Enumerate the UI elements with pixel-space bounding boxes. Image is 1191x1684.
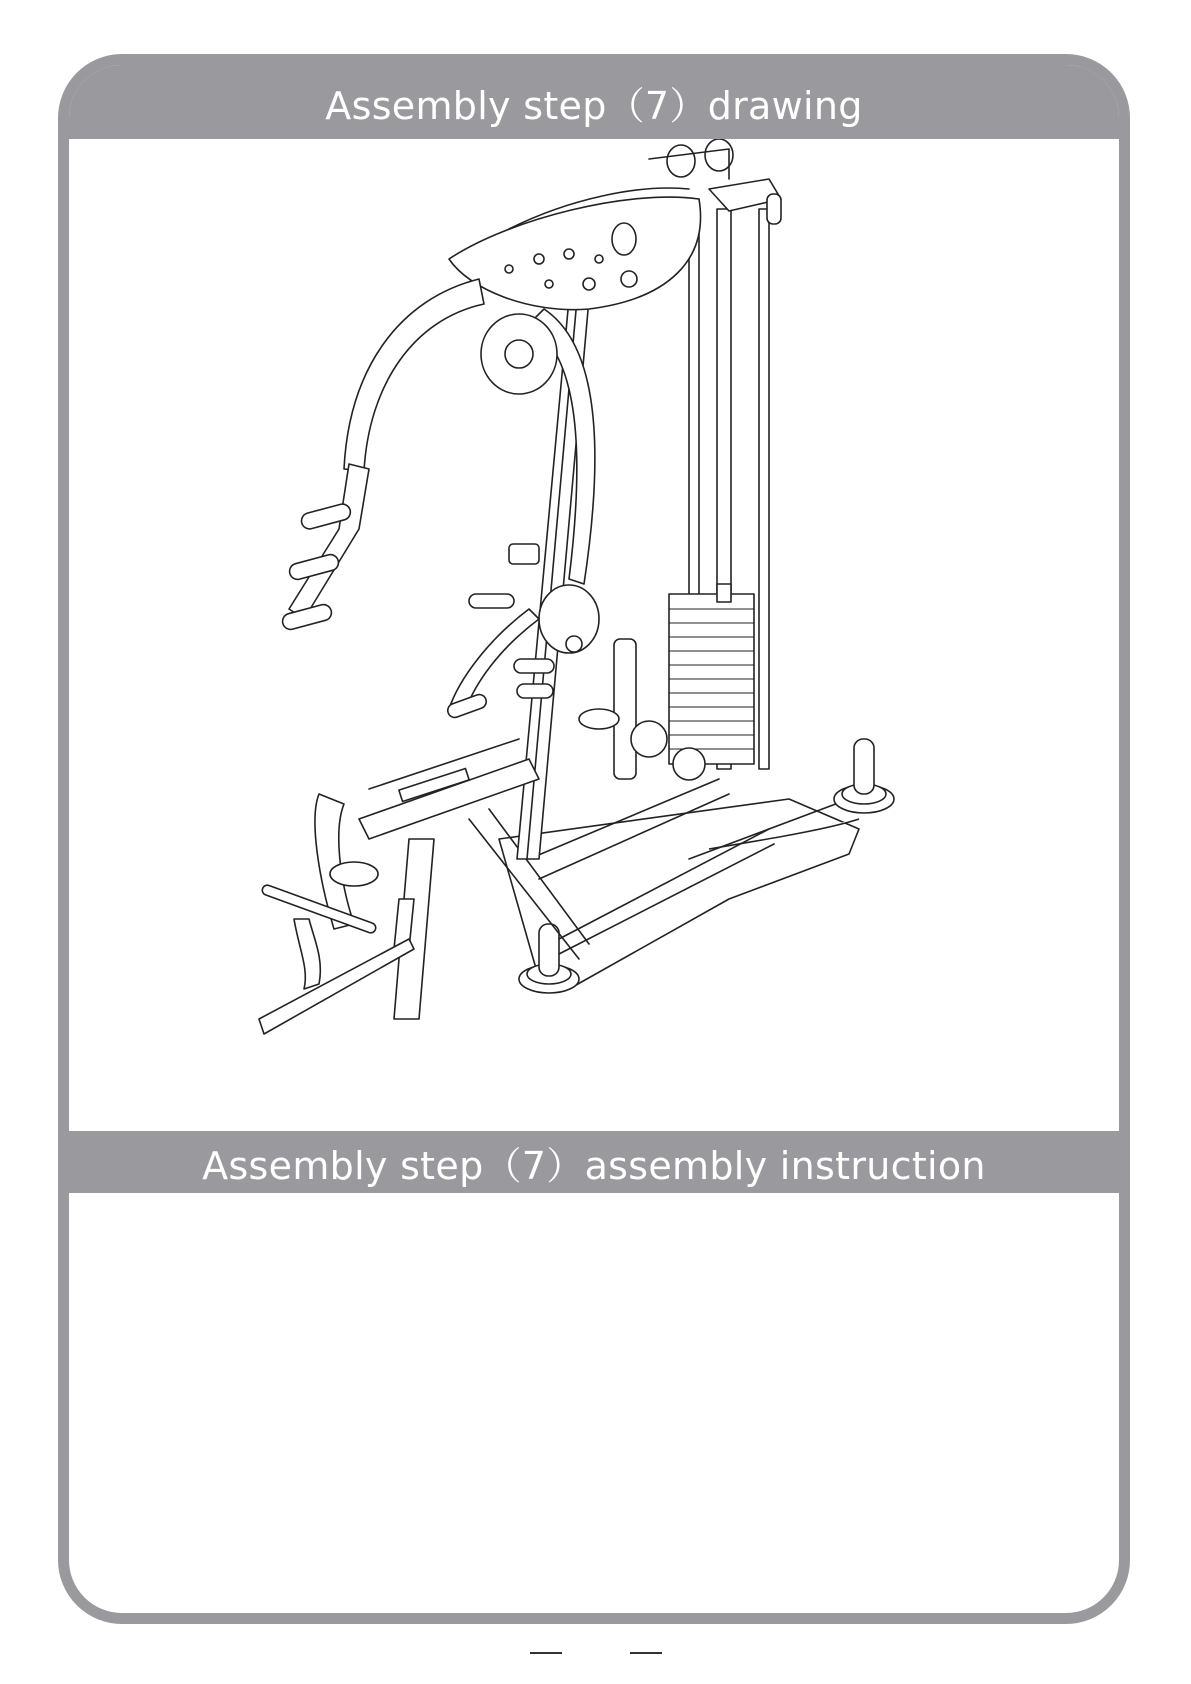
- instruction-header-bar: [69, 1131, 1119, 1193]
- top-plate: [449, 188, 701, 310]
- leg-extension: [259, 739, 539, 1034]
- instruction-text-area: [69, 1193, 1119, 1613]
- instruction-title: Assembly step（7）assembly instruction: [202, 1143, 986, 1188]
- page-frame: [58, 54, 1130, 1624]
- page-number-dash-left: [530, 1652, 562, 1654]
- drawing-title: Assembly step（7）drawing: [325, 83, 863, 128]
- page-number-dash-right: [630, 1652, 662, 1654]
- home-gym-drawing: [69, 139, 1119, 1131]
- page-number-footer: [0, 1638, 1191, 1668]
- assembly-drawing-area: [69, 139, 1119, 1143]
- drawing-header-bar: [69, 65, 1119, 139]
